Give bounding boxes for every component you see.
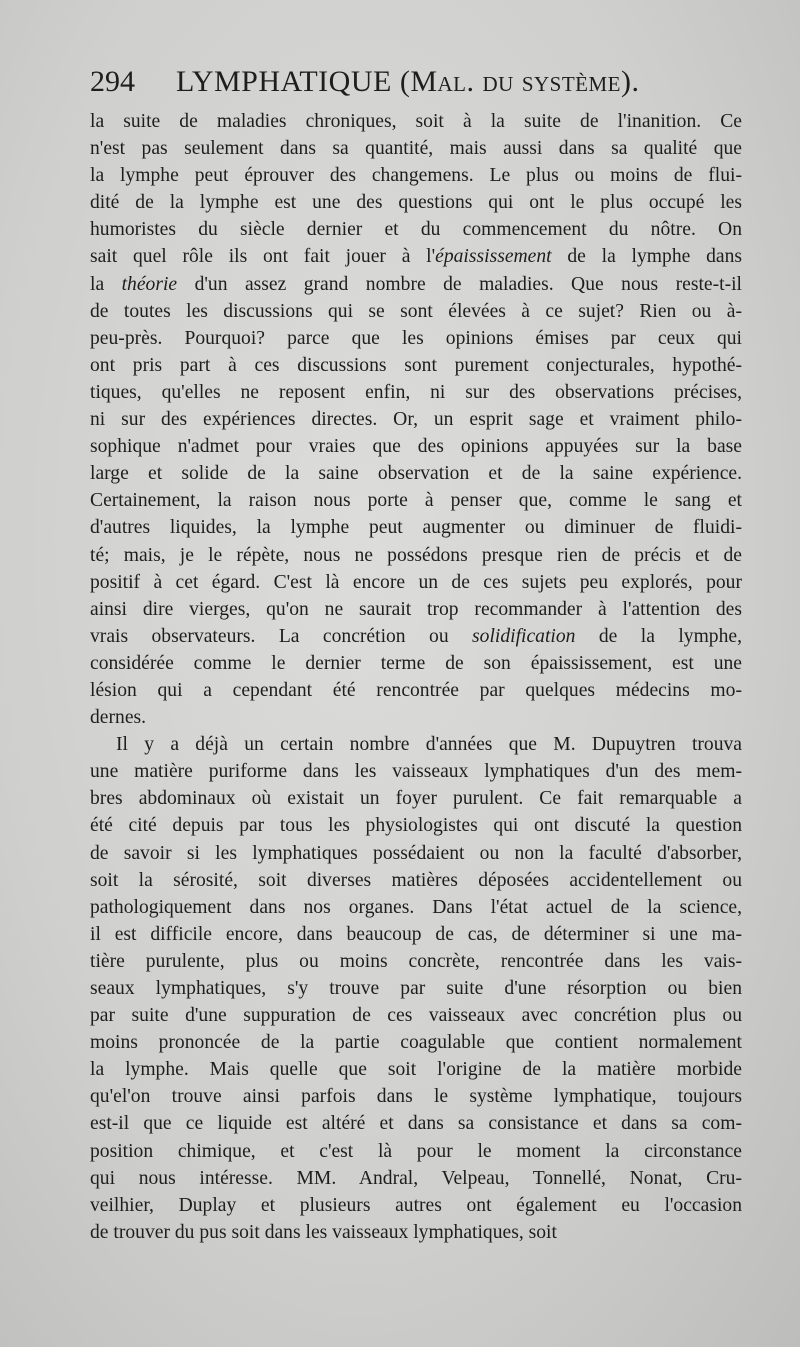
text-line	[90, 921, 742, 948]
text-segment: tiques, qu'elles ne reposent enfin, ni sur des observations précises,	[90, 381, 742, 403]
text-segment: veilhier, Duplay et plusieurs autres ont également eu l'occasion	[90, 1194, 742, 1216]
text-line	[90, 975, 742, 1002]
text-segment: seaux lymphatiques, s'y trouve par suite d'une résorption ou bien	[90, 978, 742, 999]
text-segment: la suite de maladies chroniques, soit à la suite de l'inanition. Ce	[90, 111, 742, 132]
text-segment: bres abdominaux où existait un foyer purulent. Ce fait remarquable a	[90, 788, 742, 810]
text-line	[90, 108, 742, 135]
text-line	[90, 758, 742, 785]
italic-term: épaississement	[435, 246, 552, 268]
italic-term: théorie	[121, 273, 178, 295]
text-line	[90, 948, 742, 975]
text-segment: dernes.	[90, 707, 147, 729]
running-title-parenthetical: (Mal. du système).	[399, 65, 640, 98]
running-header	[90, 62, 740, 102]
text-line	[90, 514, 742, 541]
text-line	[90, 1192, 742, 1219]
text-segment: sophique n'admet pour vraies que des opinions appuyées sur la base	[90, 436, 742, 458]
text-segment: dité de la lymphe est une des questions qui ont le plus occupé les	[90, 192, 742, 214]
text-line	[90, 677, 742, 704]
text-segment: la lymphe peut éprouver des changemens. Le plus ou moins de flui-	[90, 165, 742, 187]
text-segment: de savoir si les lymphatiques possédaient ou non la faculté d'absorber,	[90, 842, 742, 864]
text-line	[90, 1083, 742, 1110]
text-segment: d'un assez grand nombre de maladies. Que nous reste-t-il	[177, 273, 743, 295]
text-segment: de la lymphe,	[575, 625, 742, 647]
text-segment: de toutes les discussions qui se sont élevées à ce sujet? Rien ou à-	[90, 300, 742, 322]
text-segment: moins prononcée de la partie coagulable que contient normalement	[90, 1032, 742, 1054]
text-line	[90, 894, 742, 921]
text-segment: la lymphe. Mais quelle que soit l'origine de la matière morbide	[90, 1059, 742, 1081]
text-segment: tière purulente, plus ou moins concrète, rencontrée dans les vais-	[90, 950, 742, 972]
text-line	[90, 731, 742, 758]
text-segment: large et solide de la saine observation et de la saine expérience.	[90, 463, 742, 485]
text-segment: soit la sérosité, soit diverses matières déposées accidentellement ou	[90, 869, 742, 891]
text-segment: la	[90, 273, 122, 295]
text-segment: d'autres liquides, la lymphe peut augmenter ou diminuer de fluidi-	[90, 517, 742, 539]
text-line	[90, 352, 742, 379]
text-line	[90, 135, 742, 162]
text-segment: de trouver du pus soit dans les vaisseaux lymphatiques, soit	[90, 1221, 557, 1243]
text-line	[90, 1002, 742, 1029]
text-line	[90, 867, 742, 894]
text-line	[90, 1138, 742, 1165]
text-segment: qu'el'on trouve ainsi parfois dans le système lymphatique, toujours	[90, 1086, 742, 1108]
text-segment: peu-près. Pourquoi? parce que les opinions émises par ceux qui	[90, 327, 742, 349]
text-line	[90, 704, 742, 731]
text-line	[90, 1029, 742, 1056]
text-line	[90, 569, 742, 596]
text-line	[90, 1219, 742, 1246]
text-segment: Il y a déjà un certain nombre d'années que M. Dupuytren trouva	[116, 734, 742, 756]
text-line	[90, 542, 742, 569]
text-line	[90, 1165, 742, 1192]
text-segment: positif à cet égard. C'est là encore un de ces sujets peu explorés, pour	[90, 571, 742, 593]
body-text	[90, 108, 742, 1246]
text-segment: considérée comme le dernier terme de son épaississement, est une	[90, 652, 742, 674]
text-line	[90, 243, 742, 270]
text-segment: ont pris part à ces discussions sont purement conjecturales, hypothé-	[90, 354, 742, 376]
text-segment: ni sur des expériences directes. Or, un esprit sage et vraiment philo-	[90, 409, 742, 431]
text-line	[90, 785, 742, 812]
text-line	[90, 812, 742, 839]
text-segment: par suite d'une suppuration de ces vaisseaux avec concrétion plus ou	[90, 1005, 742, 1027]
text-segment: humoristes du siècle dernier et du commencement du nôtre. On	[90, 219, 742, 241]
text-segment: été cité depuis par tous les physiologistes qui ont discuté la question	[90, 815, 742, 837]
text-segment: il est difficile encore, dans beaucoup de cas, de déterminer si une ma-	[90, 923, 742, 945]
running-title	[176, 65, 640, 98]
text-line	[90, 216, 742, 243]
text-segment: n'est pas seulement dans sa quantité, mais aussi dans sa qualité que	[90, 138, 742, 160]
text-line	[90, 623, 742, 650]
text-line	[90, 379, 742, 406]
text-line	[90, 271, 742, 298]
text-line	[90, 325, 742, 352]
text-line	[90, 487, 742, 514]
text-line	[90, 162, 742, 189]
text-segment: qui nous intéresse. MM. Andral, Velpeau, Tonnellé, Nonat, Cru-	[90, 1167, 742, 1189]
text-segment: vrais observateurs. La concrétion ou	[90, 625, 473, 647]
text-line	[90, 650, 742, 677]
text-segment: sait quel rôle ils ont fait jouer à l'	[90, 246, 436, 268]
text-line	[90, 189, 742, 216]
running-title-main: LYMPHATIQUE	[176, 65, 392, 98]
text-line	[90, 596, 742, 623]
text-segment: lésion qui a cependant été rencontrée par quelques médecins mo-	[90, 679, 742, 701]
text-segment: de la lymphe dans	[551, 246, 742, 268]
page-number: 294	[90, 65, 135, 98]
text-segment: une matière puriforme dans les vaisseaux lymphatiques d'un des mem-	[90, 761, 742, 783]
text-segment: est-il que ce liquide est altéré et dans sa consistance et dans sa com-	[90, 1113, 742, 1135]
text-segment: Certainement, la raison nous porte à penser que, comme le sang et	[90, 490, 742, 512]
text-segment: té; mais, je le répète, nous ne possédons presque rien de précis et de	[90, 544, 742, 566]
italic-term: solidification	[472, 625, 576, 647]
text-segment: position chimique, et c'est là pour le moment la circonstance	[90, 1140, 742, 1162]
text-line	[90, 406, 742, 433]
text-line	[90, 433, 742, 460]
text-line	[90, 460, 742, 487]
text-segment: ainsi dire vierges, qu'on ne saurait trop recommander à l'attention des	[90, 598, 742, 620]
text-line	[90, 1056, 742, 1083]
text-line	[90, 840, 742, 867]
text-line	[90, 1110, 742, 1137]
text-segment: pathologiquement dans nos organes. Dans l'état actuel de la science,	[90, 896, 742, 918]
text-line	[90, 298, 742, 325]
